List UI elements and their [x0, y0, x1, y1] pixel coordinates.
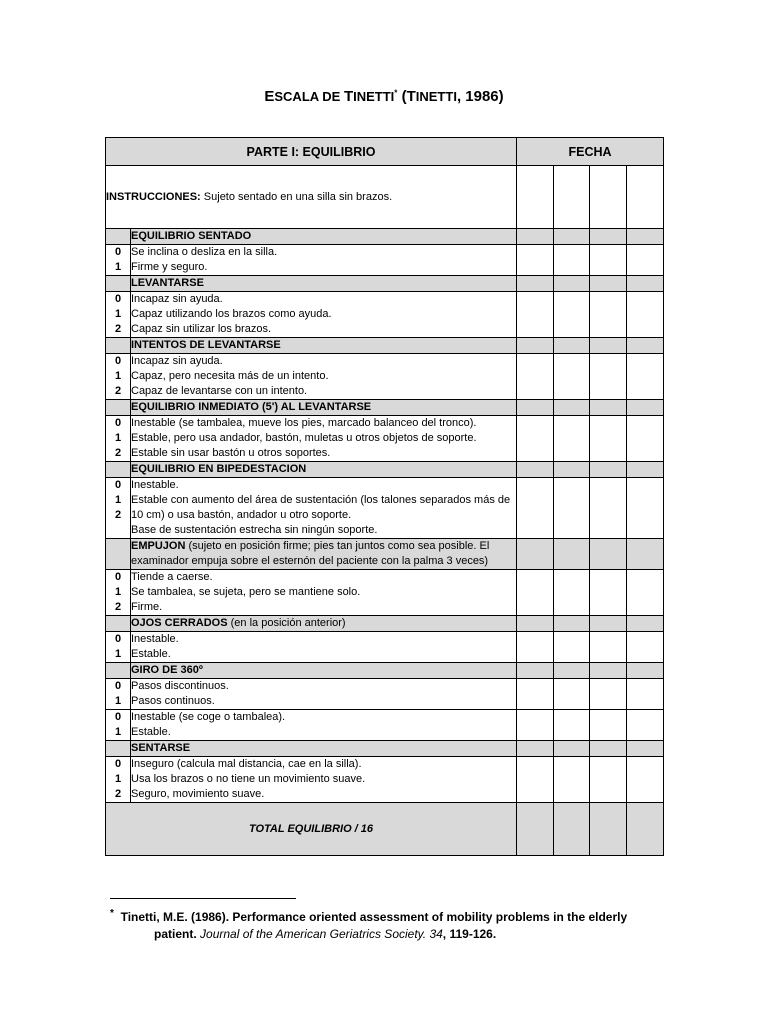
score-value: 0	[114, 355, 122, 367]
date-cell[interactable]	[627, 354, 664, 400]
score-description: Incapaz sin ayuda.	[131, 293, 223, 305]
score-value: 1	[114, 261, 122, 273]
tinetti-balance-table	[105, 137, 664, 856]
score-numbers	[106, 416, 131, 462]
date-header: FECHA	[517, 138, 664, 166]
section-number-cell	[106, 539, 131, 570]
score-description: Incapaz sin ayuda.	[131, 355, 223, 367]
date-cell[interactable]	[554, 570, 590, 616]
score-value: 0	[114, 293, 122, 305]
score-value: 1	[114, 726, 122, 738]
date-cell[interactable]	[517, 354, 554, 400]
score-value: 2	[114, 509, 122, 521]
date-cell[interactable]	[554, 338, 590, 354]
date-cell[interactable]	[517, 338, 554, 354]
date-cell[interactable]	[554, 632, 590, 663]
score-value: 1	[114, 648, 122, 660]
date-cell[interactable]	[517, 757, 554, 803]
date-cell[interactable]	[590, 710, 627, 741]
score-description: Pasos continuos.	[131, 695, 215, 707]
score-numbers	[106, 679, 131, 710]
section-title: OJOS CERRADOS (en la posición anterior)	[131, 616, 517, 632]
score-description: Estable con aumento del área de sustentación (los talones separados más de 10 cm) o usa bastón, andador u otro soporte.	[131, 494, 511, 521]
date-cell[interactable]	[590, 462, 627, 478]
date-cell[interactable]	[627, 663, 664, 679]
score-numbers	[106, 478, 131, 539]
date-cell[interactable]	[554, 710, 590, 741]
date-cell[interactable]	[554, 292, 590, 338]
date-cell[interactable]	[517, 229, 554, 245]
date-cell[interactable]	[554, 478, 590, 539]
date-cell[interactable]	[590, 416, 627, 462]
score-description: Inseguro (calcula mal distancia, cae en la silla).	[131, 758, 362, 770]
score-description: Firme y seguro.	[131, 261, 208, 273]
score-description: Inestable.	[131, 479, 179, 491]
date-cell[interactable]	[554, 400, 590, 416]
date-cell[interactable]	[590, 338, 627, 354]
date-cell[interactable]	[517, 292, 554, 338]
date-cell[interactable]	[554, 741, 590, 757]
score-numbers	[106, 245, 131, 276]
date-cell[interactable]	[517, 679, 554, 710]
date-cell[interactable]	[554, 539, 590, 570]
section-number-cell	[106, 663, 131, 679]
score-value: 2	[114, 601, 122, 613]
date-cell[interactable]	[517, 416, 554, 462]
date-cell[interactable]	[627, 462, 664, 478]
date-cell[interactable]	[554, 354, 590, 400]
date-cell[interactable]	[590, 276, 627, 292]
score-descriptions	[131, 679, 517, 710]
date-cell[interactable]	[590, 166, 627, 229]
date-cell[interactable]	[554, 166, 590, 229]
score-description: Base de sustentación estrecha sin ningún soporte.	[131, 524, 378, 536]
score-descriptions	[131, 245, 517, 276]
score-description: Capaz sin utilizar los brazos.	[131, 323, 272, 335]
section-title: EMPUJON (sujeto en posición firme; pies tan juntos como sea posible. El examinador empuja sobre el esternón del paciente con la palma 3 veces)	[131, 539, 517, 570]
total-date-cell[interactable]	[590, 803, 627, 856]
date-cell[interactable]	[517, 400, 554, 416]
section-number-cell	[106, 741, 131, 757]
total-label: TOTAL EQUILIBRIO / 16	[106, 803, 517, 856]
score-description: Estable, pero usa andador, bastón, muletas u otros objetos de soporte.	[131, 432, 477, 444]
date-cell[interactable]	[627, 400, 664, 416]
date-cell[interactable]	[627, 338, 664, 354]
score-description: Capaz, pero necesita más de un intento.	[131, 370, 329, 382]
score-value: 0	[114, 758, 122, 770]
date-cell[interactable]	[627, 166, 664, 229]
section-title: INTENTOS DE LEVANTARSE	[131, 338, 517, 354]
date-cell[interactable]	[554, 245, 590, 276]
section-number-cell	[106, 276, 131, 292]
date-cell[interactable]	[590, 292, 627, 338]
date-cell[interactable]	[590, 539, 627, 570]
score-descriptions	[131, 354, 517, 400]
date-cell[interactable]	[590, 570, 627, 616]
score-description: Tiende a caerse.	[131, 571, 213, 583]
date-cell[interactable]	[627, 570, 664, 616]
date-cell[interactable]	[554, 679, 590, 710]
date-cell[interactable]	[590, 478, 627, 539]
date-cell[interactable]	[517, 166, 554, 229]
document-title: ESCALA DE TINETTI* (TINETTI, 1986)	[264, 88, 504, 105]
date-cell[interactable]	[627, 741, 664, 757]
section-title: SENTARSE	[131, 741, 517, 757]
section-title: GIRO DE 360º	[131, 663, 517, 679]
date-cell[interactable]	[517, 710, 554, 741]
score-value: 1	[114, 432, 122, 444]
footnote-divider	[110, 898, 296, 899]
score-value: 0	[114, 246, 122, 258]
score-numbers	[106, 757, 131, 803]
total-date-cell[interactable]	[517, 803, 554, 856]
date-cell[interactable]	[627, 616, 664, 632]
date-cell[interactable]	[517, 632, 554, 663]
date-cell[interactable]	[590, 632, 627, 663]
score-descriptions	[131, 416, 517, 462]
date-cell[interactable]	[517, 276, 554, 292]
date-cell[interactable]	[627, 478, 664, 539]
date-cell[interactable]	[590, 616, 627, 632]
score-descriptions	[131, 757, 517, 803]
footnote: * Tinetti, M.E. (1986). Performance oriented assessment of mobility problems in the elderly patient. Journal of the American Geriatrics Society. 34, 119-126.	[110, 908, 628, 941]
date-cell[interactable]	[590, 741, 627, 757]
date-cell[interactable]	[627, 757, 664, 803]
score-description: Se inclina o desliza en la silla.	[131, 246, 278, 258]
score-value: 1	[114, 586, 122, 598]
date-cell[interactable]	[627, 229, 664, 245]
score-value: 0	[114, 711, 122, 723]
score-value: 2	[114, 788, 122, 800]
score-description: Inestable.	[131, 633, 179, 645]
score-value: 1	[114, 695, 122, 707]
score-numbers	[106, 632, 131, 663]
date-cell[interactable]	[554, 663, 590, 679]
date-cell[interactable]	[517, 478, 554, 539]
date-cell[interactable]	[627, 679, 664, 710]
score-value: 2	[114, 323, 122, 335]
score-descriptions	[131, 292, 517, 338]
date-cell[interactable]	[627, 292, 664, 338]
date-cell[interactable]	[627, 276, 664, 292]
section-title: LEVANTARSE	[131, 276, 517, 292]
score-numbers	[106, 292, 131, 338]
score-description: Estable.	[131, 726, 171, 738]
date-cell[interactable]	[627, 632, 664, 663]
date-cell[interactable]	[554, 462, 590, 478]
score-value: 0	[114, 571, 122, 583]
section-title: EQUILIBRIO INMEDIATO (5') AL LEVANTARSE	[131, 400, 517, 416]
score-value: 2	[114, 385, 122, 397]
score-value: 1	[114, 308, 122, 320]
score-description: Firme.	[131, 601, 163, 613]
date-cell[interactable]	[590, 757, 627, 803]
part-header: PARTE I: EQUILIBRIO	[106, 138, 517, 166]
date-cell[interactable]	[627, 416, 664, 462]
score-value: 1	[114, 370, 122, 382]
score-value: 0	[114, 633, 122, 645]
score-value: 2	[114, 447, 122, 459]
date-cell[interactable]	[517, 539, 554, 570]
score-value: 0	[114, 417, 122, 429]
date-cell[interactable]	[517, 663, 554, 679]
section-title: EQUILIBRIO EN BIPEDESTACION	[131, 462, 517, 478]
date-cell[interactable]	[590, 663, 627, 679]
date-cell[interactable]	[554, 616, 590, 632]
score-description: Se tambalea, se sujeta, pero se mantiene solo.	[131, 586, 361, 598]
date-cell[interactable]	[517, 245, 554, 276]
date-cell[interactable]	[517, 741, 554, 757]
date-cell[interactable]	[554, 229, 590, 245]
date-cell[interactable]	[627, 245, 664, 276]
score-value: 1	[114, 773, 122, 785]
score-numbers	[106, 570, 131, 616]
score-description: Pasos discontinuos.	[131, 680, 229, 692]
date-cell[interactable]	[554, 276, 590, 292]
date-cell[interactable]	[590, 400, 627, 416]
score-numbers	[106, 710, 131, 741]
date-cell[interactable]	[517, 616, 554, 632]
score-description: Capaz de levantarse con un intento.	[131, 385, 308, 397]
date-cell[interactable]	[517, 570, 554, 616]
score-description: Estable sin usar bastón u otros soportes.	[131, 447, 331, 459]
score-value: 0	[114, 479, 122, 491]
section-title: EQUILIBRIO SENTADO	[131, 229, 517, 245]
section-number-cell	[106, 229, 131, 245]
score-description: Seguro, movimiento suave.	[131, 788, 265, 800]
score-description: Usa los brazos o no tiene un movimiento suave.	[131, 773, 366, 785]
total-date-cell[interactable]	[554, 803, 590, 856]
score-descriptions	[131, 710, 517, 741]
score-descriptions	[131, 632, 517, 663]
date-cell[interactable]	[554, 416, 590, 462]
section-number-cell	[106, 400, 131, 416]
score-descriptions	[131, 478, 517, 539]
date-cell[interactable]	[517, 462, 554, 478]
date-cell[interactable]	[590, 679, 627, 710]
total-date-cell[interactable]	[627, 803, 664, 856]
section-number-cell	[106, 338, 131, 354]
instructions: INSTRUCCIONES: Sujeto sentado en una silla sin brazos.	[106, 166, 517, 229]
score-description: Inestable (se coge o tambalea).	[131, 711, 286, 723]
score-description: Capaz utilizando los brazos como ayuda.	[131, 308, 332, 320]
score-description: Inestable (se tambalea, mueve los pies, marcado balanceo del tronco).	[131, 417, 477, 429]
date-cell[interactable]	[627, 710, 664, 741]
section-number-cell	[106, 462, 131, 478]
score-value: 0	[114, 680, 122, 692]
date-cell[interactable]	[590, 245, 627, 276]
date-cell[interactable]	[590, 354, 627, 400]
date-cell[interactable]	[627, 539, 664, 570]
score-value: 1	[114, 494, 122, 506]
score-numbers	[106, 354, 131, 400]
score-descriptions	[131, 570, 517, 616]
score-description: Estable.	[131, 648, 171, 660]
date-cell[interactable]	[590, 229, 627, 245]
section-number-cell	[106, 616, 131, 632]
date-cell[interactable]	[554, 757, 590, 803]
